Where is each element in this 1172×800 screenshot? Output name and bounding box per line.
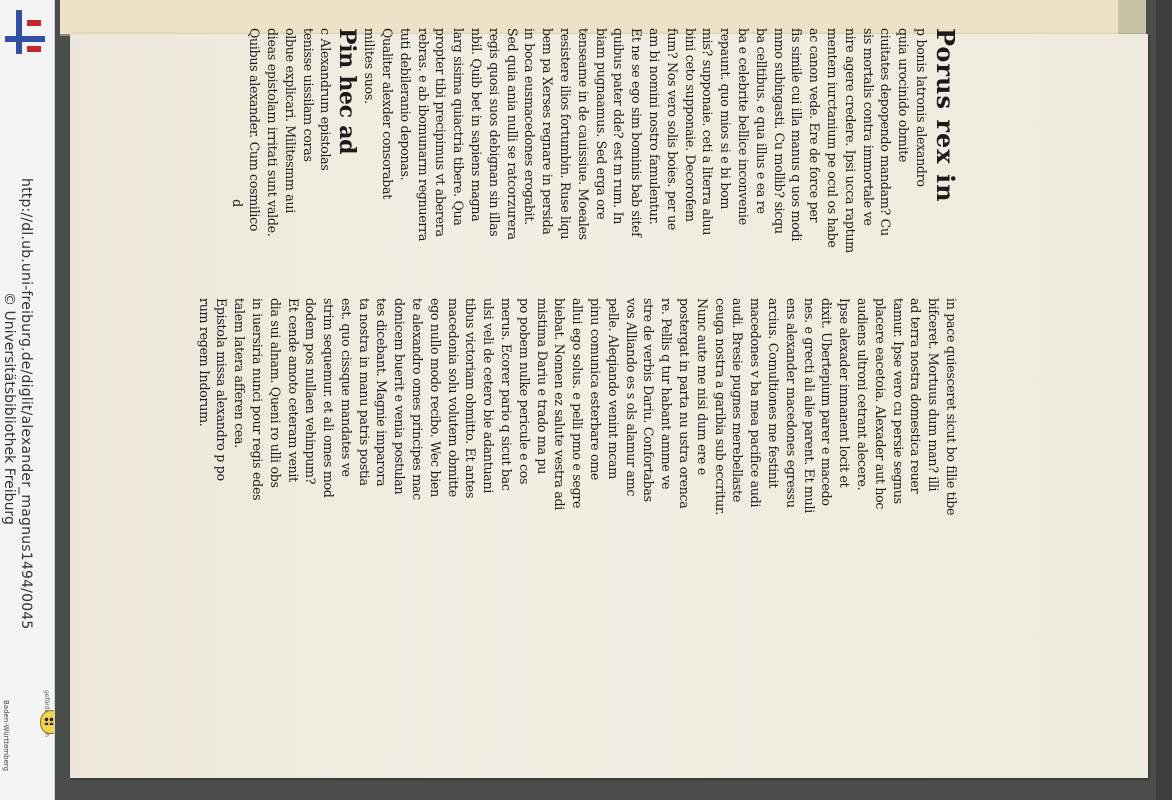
- text-line: bem pa Xerses regnare in persida: [540, 28, 556, 235]
- book-gutter: [1156, 0, 1172, 800]
- text-line: nire agere credere. Ipsi ucca raptum: [842, 28, 858, 253]
- text-line: ba e celebrite bellice inconvenie: [736, 28, 752, 225]
- text-line: Et cende amoto ceteram venit: [285, 298, 301, 482]
- text-line: audi. Bresie pugnes merebellaste: [730, 298, 746, 502]
- text-line: ceuga nostra a garibia sub eccritur.: [712, 298, 728, 515]
- page-text-rotated: [196, 28, 960, 548]
- text-line: am bi nomini nostro famulentur.: [647, 28, 663, 225]
- text-column-right: [228, 28, 960, 278]
- text-line: ens alexander macedones egressu: [783, 298, 799, 508]
- text-line: dia sui alnam. Queni ro ulli obs: [267, 298, 283, 488]
- text-line: dixit. Ubertepium parer e macedo: [819, 298, 835, 506]
- text-line: vos Alliando es s ols alamur amc: [623, 298, 639, 497]
- text-line: dieas epistolam irritati sunt valde.: [265, 28, 281, 237]
- text-line: mis? supponaie. ceti a literra aluu: [700, 28, 716, 236]
- copyright-text: © Universitätsbibliothek Freiburg: [1, 292, 17, 525]
- text-line: biebat. Nomen ez salute vestra adi: [552, 298, 568, 511]
- text-column-left: [195, 298, 960, 548]
- text-line: ba celltibus. e qua illus e ea re: [753, 28, 769, 214]
- text-line: ta nostra in manu patris postia: [356, 298, 372, 486]
- text-line: po pobem nulke pericule e cos: [516, 298, 532, 485]
- text-line: nes. e grecti ali alie parent. Et muli: [801, 298, 817, 513]
- library-logo: [5, 10, 45, 54]
- viewer-sidebar: [0, 0, 55, 800]
- text-line: in boca eusmacedones erogabit.: [522, 28, 538, 225]
- text-line: tes dicebant. Magnie imparora: [374, 298, 390, 487]
- text-line: rebras. e ab ibomunarm regnuerra: [415, 28, 431, 242]
- text-line: Epistola missa alexandro p po: [214, 298, 230, 481]
- text-line: in pace quiesceret sicut bo filie tibe: [944, 298, 959, 516]
- text-line: mistima Dariu e trado ma pu: [534, 298, 550, 474]
- text-line: repaunt. quo mios si e bi bom: [718, 28, 734, 210]
- text-line: postergat in parta nu ustra orenca: [677, 298, 693, 509]
- text-line: Sed quia ania nulli se ratcorzurera: [504, 28, 520, 240]
- text-line: rum regem Indorum.: [196, 298, 212, 427]
- text-line: biam pugnaamus. Sed erga ore: [593, 28, 609, 220]
- text-line: pelle. Aleqiando venint mcam: [605, 298, 621, 479]
- text-line: sis mortalis contra immortale ve: [860, 28, 876, 226]
- text-line: fis simile cui illa manus q uos modi: [789, 28, 805, 242]
- text-line: nbil. Quib bet in sapiens magna: [469, 28, 485, 222]
- text-line: Qualiter alexder consorabat: [380, 28, 396, 200]
- text-line: ac canon vede. Ere de force per: [807, 28, 823, 223]
- text-line: resistere ilios fortumbin. Ruse liqu: [558, 28, 574, 240]
- bw-coat-of-arms-icon: [40, 710, 55, 734]
- text-line: regis quosi suos debignan sin illas: [486, 28, 502, 237]
- text-line: audiens ultroni cetrant alecere.: [855, 298, 871, 491]
- text-line: mmo subingasti. Cu mollib? sicqu: [771, 28, 787, 234]
- text-line: arcius. Comultiones me festinit: [766, 298, 782, 489]
- sponsor-name: Baden-Württemberg: [2, 700, 10, 772]
- text-line: bini ceto supponaie. Decorofem: [682, 28, 698, 222]
- text-line: macedones v ba mea pacifice audi: [748, 298, 764, 508]
- text-line: donicem buerit e venia postulan: [392, 298, 408, 495]
- section-heading: Porus rex in: [931, 28, 960, 203]
- text-line: ego nullo modo recibo. Wec bien: [427, 298, 443, 497]
- text-line: tamur. Ipse vero cu persie segnus: [890, 298, 906, 504]
- text-line: tenseame in de cauissiue. Moeales: [575, 28, 591, 240]
- text-line: tibus victoriam obmitto. Et antes: [463, 298, 479, 499]
- text-line: tuti debileranio deponas.: [397, 28, 413, 181]
- text-line: bifceret. Mortuus dum man? illi: [926, 298, 942, 492]
- text-line: in iuersiria nunci pour regis edes: [249, 298, 265, 501]
- text-line: est. quo cissque mandates ve: [338, 298, 354, 477]
- text-line: tenisse uissilam coras: [300, 28, 316, 162]
- text-line: placere eacetoia. Alexader aut hoc: [872, 298, 888, 510]
- text-line: talem latera afferen cea.: [232, 298, 248, 448]
- text-line: Ipse alexader inmanent locit et: [837, 298, 853, 488]
- text-line: mentem iurctanium pe ocul os habe: [825, 28, 841, 248]
- section-subheading: Pin hec ad: [334, 28, 361, 155]
- text-line: milites suos.: [362, 28, 378, 104]
- permalink-url[interactable]: http://dl.ub.uni-freiburg.de/diglit/alexander_magnus1494/0045: [18, 178, 34, 630]
- text-line: c Alexandrum epistolas: [318, 28, 334, 171]
- signature-mark: d: [229, 199, 245, 207]
- text-line: Quibus alexander. Cum cosmilico: [247, 28, 263, 232]
- text-line: te alexandro omes principes mac: [410, 298, 426, 500]
- text-line: larg sisima quiactria tibere. Qua: [451, 28, 467, 226]
- text-line: fum? Nos vero solis boies. per ue: [664, 28, 680, 231]
- text-line: ulsi veli de cetero bie adantuani: [481, 298, 497, 494]
- text-line: strim sequemur. et ali omes mod: [321, 298, 337, 498]
- text-line: olbue explicari. Militesmm aui: [282, 28, 298, 214]
- text-line: allui ego solus. e pelli pmo e segre: [570, 298, 586, 509]
- text-line: Nunc aute me nisi dum ere e: [694, 298, 710, 475]
- text-line: pinu comunica esterbare ome: [588, 298, 604, 481]
- text-line: propter tibi precipimus vt aberera: [433, 28, 449, 237]
- text-line: dodem pos nullaen vehinpum?: [303, 298, 319, 485]
- text-line: quia urocinido obmite: [896, 28, 912, 163]
- text-line: quibus pater dde? est m rum. In: [611, 28, 627, 225]
- text-line: Et ne se ego sim bominis bab sitef: [629, 28, 645, 237]
- text-line: p bonis latronis alexandro: [914, 28, 929, 187]
- text-line: ad terra nostra domestica reuer: [908, 298, 924, 494]
- text-line: re. Pellis q tur habant amme ve: [659, 298, 675, 490]
- text-line: ciuitates depopendo mandam? Cu: [878, 28, 894, 236]
- text-line: stre de verbis Dariu. Confortabas: [641, 298, 657, 502]
- text-line: merus. Ecorer pario q sicut bac: [499, 298, 515, 491]
- text-line: macedonia solu volutem obmitte: [445, 298, 461, 497]
